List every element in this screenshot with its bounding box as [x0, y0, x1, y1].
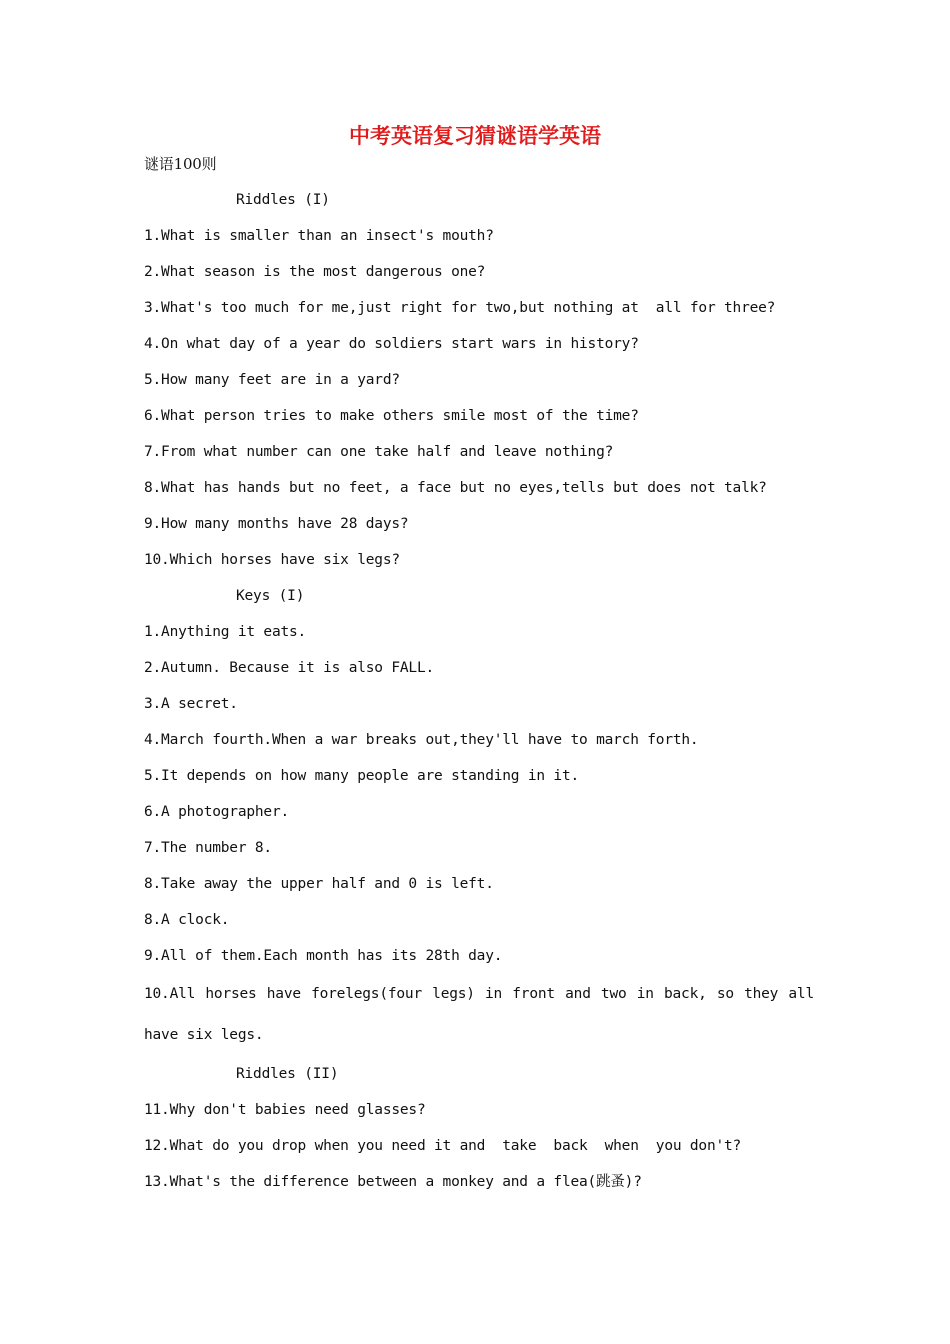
- key-item: 9.All of them.Each month has its 28th day.: [144, 948, 503, 964]
- riddle-item: 2.What season is the most dangerous one?: [144, 264, 486, 280]
- key-item: 8.A clock.: [144, 912, 230, 928]
- riddle-item: 6.What person tries to make others smile most of the time?: [144, 408, 639, 424]
- riddle-item: 13.What's the difference between a monkey and a flea(跳蚤)?: [144, 1174, 642, 1190]
- riddle-item: 1.What is smaller than an insect's mouth?: [144, 228, 494, 244]
- riddle-item: 3.What's too much for me,just right for two,but nothing at all for three?: [144, 300, 776, 316]
- key-item: 1.Anything it eats.: [144, 624, 307, 640]
- key-item: 3.A secret.: [144, 696, 238, 712]
- key-item: 5.It depends on how many people are standing in it.: [144, 768, 580, 784]
- section-heading-riddles-1: Riddles (I): [236, 192, 330, 208]
- document-subtitle: 谜语100则: [144, 155, 217, 173]
- document-body: [144, 146, 814, 1200]
- riddle-item: 5.How many feet are in a yard?: [144, 372, 400, 388]
- key-item: 2.Autumn. Because it is also FALL.: [144, 660, 435, 676]
- riddle-item: 7.From what number can one take half and leave nothing?: [144, 444, 614, 460]
- riddle-item: 10.Which horses have six legs?: [144, 552, 400, 568]
- document-title: 中考英语复习猜谜语学英语: [349, 123, 601, 148]
- section-heading-keys-1: Keys (I): [236, 588, 305, 604]
- riddle-item: 12.What do you drop when you need it and take back when you don't?: [144, 1138, 742, 1154]
- riddle-item: 8.What has hands but no feet, a face but no eyes,tells but does not talk?: [144, 480, 767, 496]
- riddle-item: 11.Why don't babies need glasses?: [144, 1102, 426, 1118]
- key-item: 8.Take away the upper half and 0 is left.: [144, 876, 494, 892]
- key-item: 7.The number 8.: [144, 840, 272, 856]
- key-item: 10.All horses have forelegs(four legs) in front and two in back, so they all have six legs.: [144, 986, 814, 1043]
- riddle-item: 4.On what day of a year do soldiers start wars in history?: [144, 336, 639, 352]
- section-heading-riddles-2: Riddles (II): [236, 1066, 339, 1082]
- riddle-item: 9.How many months have 28 days?: [144, 516, 409, 532]
- key-item: 4.March fourth.When a war breaks out,they'll have to march forth.: [144, 732, 699, 748]
- key-item: 6.A photographer.: [144, 804, 290, 820]
